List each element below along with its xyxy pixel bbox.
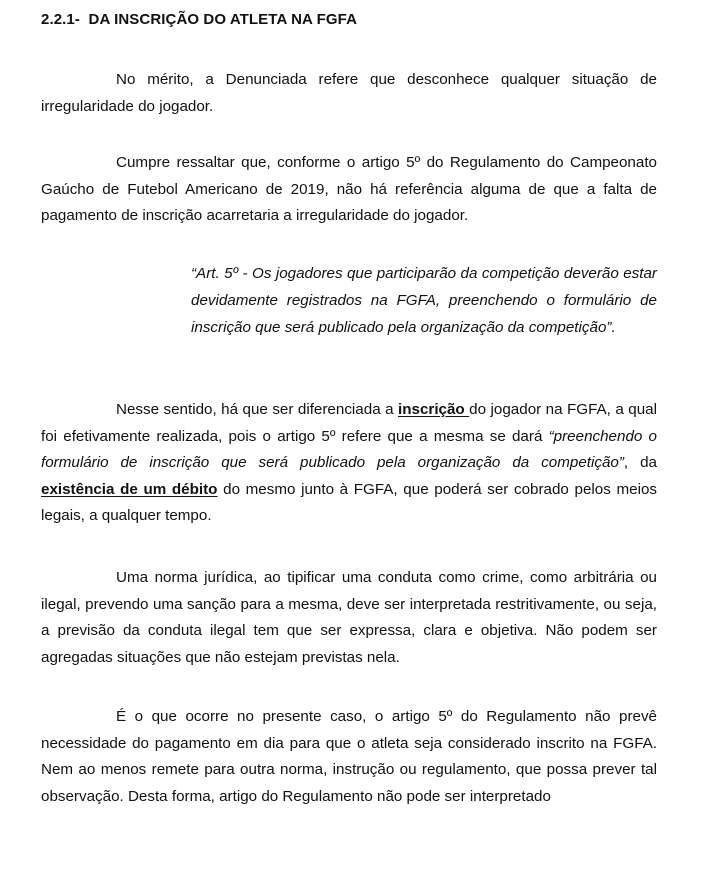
paragraph-sentido bbox=[41, 397, 657, 530]
paragraph-norma-juridica: Uma norma jurídica, ao tipificar uma conduta como crime, como arbitrária ou ilegal, prevendo uma sanção para a mesma, deve ser interpretada restritivamente, ou seja, a previsão da conduta ilegal tem que ser expressa, clara e objetiva. Não podem ser agregadas situações que não estejam previstas nela. bbox=[41, 569, 657, 666]
p3-text-1: Nesse sentido, há que ser diferenciada a bbox=[116, 401, 399, 418]
p3-text-4: do mesmo junto à FGFA, que poderá ser cobrado pelos meios legais, a qualquer tempo. bbox=[41, 480, 657, 525]
emphasis-inscricao: inscrição bbox=[398, 401, 470, 418]
section-heading bbox=[41, 11, 357, 28]
p3-text-3: , da bbox=[623, 454, 657, 472]
section-number: 2.2.1- bbox=[41, 11, 80, 28]
paragraph-presente-caso: É o que ocorre no presente caso, o artigo 5º do Regulamento não prevê necessidade do pagamento em dia para que o atleta seja considerado inscrito na FGFA. Nem ao menos remete para outra norma, instrução ou regulamento, que possa prever tal observação. Desta forma, artigo do Regulamento não pode ser interpretado bbox=[41, 708, 657, 805]
p3-text-2: do jogador na FGFA, a qual foi efetivamente realizada, pois o artigo 5º refere que a mesma se dará bbox=[41, 401, 657, 445]
paragraph-ressaltar: Cumpre ressaltar que, conforme o artigo 5º do Regulamento do Campeonato Gaúcho de Futebol Americano de 2019, não há referência alguma de que a falta de pagamento de inscrição acarretaria a irregularidade do jogador. bbox=[41, 154, 657, 225]
section-title: DA INSCRIÇÃO DO ATLETA NA FGFA bbox=[88, 11, 358, 28]
quoted-article: “Art. 5º - Os jogadores que participarão da competição deverão estar devidamente registrados na FGFA, preenchendo o formulário de inscrição que será publicado pela organização da competição”. bbox=[191, 265, 657, 336]
emphasis-existencia-debito: existência de um débito bbox=[41, 480, 218, 498]
paragraph-merito: No mérito, a Denunciada refere que desconhece qualquer situação de irregularidade do jogador. bbox=[41, 71, 657, 115]
p3-quote-italic: “preenchendo o formulário de inscrição que será publicado pela organização da competição” bbox=[41, 427, 657, 472]
